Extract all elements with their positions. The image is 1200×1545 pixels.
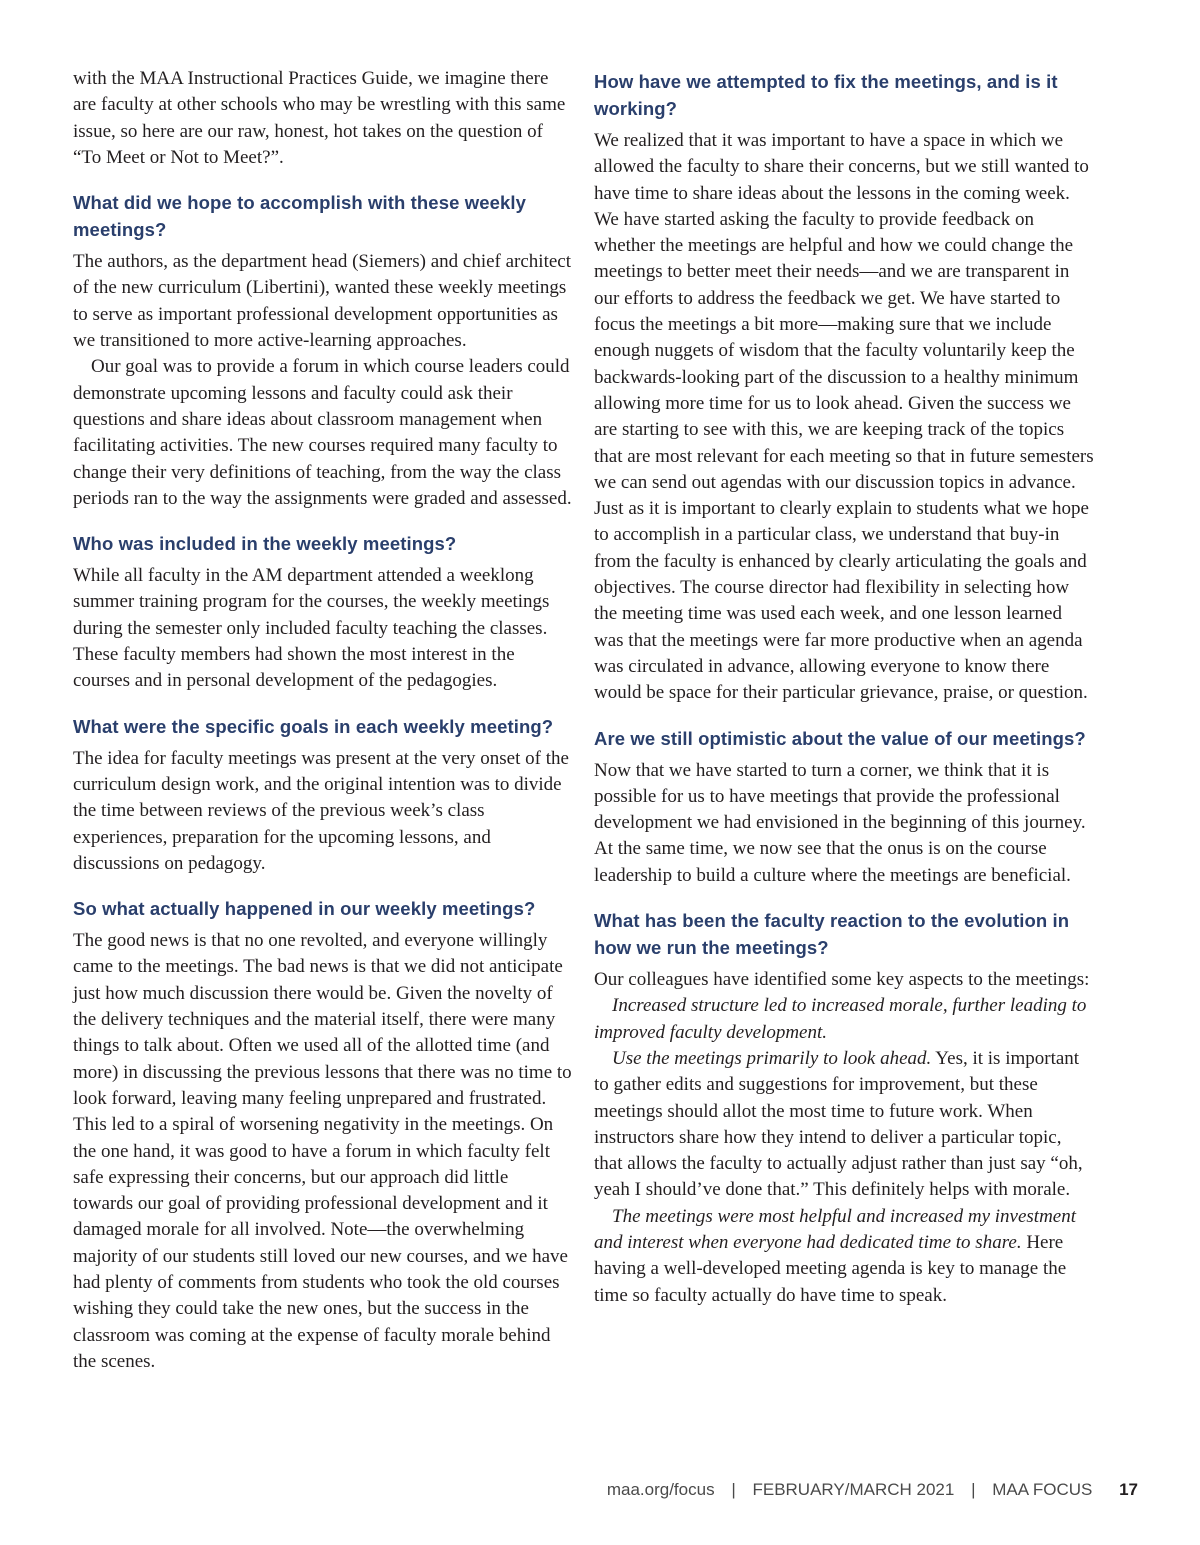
section-heading-goals: What were the specific goals in each weekly meeting?	[73, 715, 554, 737]
right-column	[594, 66, 1094, 1309]
left-column	[73, 66, 573, 1375]
body-paragraph: Now that we have started to turn a corner, we think that it is possible for us to have meetings that provide the professional development we had envisioned in the beginning of this journey. At the same time, we now see that the onus is on the course leadership to build a culture where the meetings are beneficial.	[594, 759, 1086, 886]
page-number: 17	[1119, 1480, 1138, 1499]
quote-italic: The meetings were most helpful and increased my investment and interest when everyone had dedicated time to share.	[594, 1205, 1076, 1253]
section-heading-fix: How have we attempted to fix the meetings, and is it working?	[594, 71, 1058, 119]
section-heading-accomplish: What did we hope to accomplish with these weekly meetings?	[73, 192, 526, 241]
footer-issue: FEBRUARY/MARCH 2021	[752, 1480, 955, 1499]
body-paragraph: Our goal was to provide a forum in which course leaders could demonstrate upcoming lessons and faculty could ask their questions and share ideas about classroom management when facilitating activities. The new courses required many faculty to change their very definitions of teaching, from the way the class periods ran to the way the assignments were graded and assessed.	[73, 356, 572, 509]
footer-url[interactable]: maa.org/focus	[606, 1480, 715, 1499]
quote-paragraph	[594, 993, 1094, 1046]
section-heading-optimistic: Are we still optimistic about the value of our meetings?	[594, 727, 1086, 749]
section-heading-included: Who was included in the weekly meetings?	[73, 533, 457, 555]
body-paragraph: The idea for faculty meetings was present at the very onset of the curriculum design work, and the original intention was to divide the time between reviews of the previous week’s class experiences, preparation for the upcoming lessons, and discussions on pedagogy.	[73, 747, 569, 874]
footer-publication: MAA FOCUS	[992, 1480, 1093, 1499]
section-heading-reaction: What has been the faculty reaction to the evolution in how we run the meetings?	[594, 910, 1070, 959]
intro-paragraph: with the MAA Instructional Practices Guide, we imagine there are faculty at other schools who may be wrestling with this same issue, so here are our raw, honest, hot takes on the question of “To Meet or Not to Meet?”.	[73, 68, 566, 168]
section-reaction	[594, 967, 1094, 1309]
quote-paragraph	[594, 1046, 1094, 1204]
footer-separator: |	[971, 1480, 976, 1499]
section-included	[73, 563, 573, 694]
body-paragraph: We realized that it was important to have a space in which we allowed the faculty to share their concerns, but we still wanted to have time to share ideas about the lessons in the coming week. We have started asking the faculty to provide feedback on whether the meetings are helpful and how we could change the meetings to better meet their needs—and we are transparent in our efforts to address the feedback we get. We have started to focus the meetings a bit more—making sure that we include enough nuggets of wisdom that the faculty voluntarily keep the backwards-looking part of the discussion to a healthy minimum allowing more time for us to look ahead. Given the success we are starting to see with this, we are keeping track of the topics that are most relevant for each meeting so that in future semesters we can send out agendas with our discussion topics in advance. Just as it is important to clearly explain to students what we hope to accomplish in a particular class, we understand that buy-in from the faculty is enhanced by clearly articulating the goals and objectives. The course director had flexibility in selecting how the meeting time was used each week, and one lesson learned was that the meetings were far more productive when an agenda was circulated in advance, allowing everyone to know there would be space for their particular grievance, praise, or question.	[594, 130, 1094, 704]
quote-italic: Increased structure led to increased morale, further leading to improved faculty development.	[594, 995, 1087, 1043]
quote-italic: Use the meetings primarily to look ahead.	[612, 1047, 932, 1069]
section-goals	[73, 746, 573, 877]
body-paragraph: The authors, as the department head (Siemers) and chief architect of the new curriculum (Libertini), wanted these weekly meetings to serve as important professional development opportunities as we transitioned to more active-learning approaches.	[73, 251, 572, 352]
section-fix	[594, 128, 1094, 707]
section-heading-what-happened: So what actually happened in our weekly meetings?	[73, 898, 536, 920]
quote-comment: Here having a well-developed meeting agenda is key to manage the time so faculty actually do have time to speak.	[594, 1231, 1067, 1306]
body-paragraph: Our colleagues have identified some key aspects to the meetings:	[594, 969, 1090, 991]
section-optimistic	[594, 758, 1094, 889]
quote-comment: Yes, it is important to gather edits and suggestions for improvement, but these meetings should allot the most time to future work. When instructors share how they intend to deliver a particular topic, that allows the faculty to actually adjust rather than just say “oh, yeah I should’ve done that.” This definitely helps with morale.	[594, 1047, 1083, 1201]
page-footer	[601, 1480, 1144, 1500]
body-paragraph: While all faculty in the AM department attended a weeklong summer training program for the courses, the weekly meetings during the semester only included faculty teaching the classes. These faculty members had shown the most interest in the courses and in personal development of the pedagogies.	[73, 565, 550, 692]
section-what-happened	[73, 928, 573, 1375]
footer-separator: |	[731, 1480, 736, 1499]
section-accomplish	[73, 249, 573, 512]
body-paragraph: The good news is that no one revolted, and everyone willingly came to the meetings. The bad news is that we did not anticipate just how much discussion there would be. Given the novelty of the delivery techniques and the material itself, there were many things to talk about. Often we used all of the allotted time (and more) in discussing the previous lessons that there was no time to look forward, leaving many feeling unprepared and frustrated. This led to a spiral of worsening negativity in the meetings. On the one hand, it was good to have a forum in which faculty felt safe expressing their concerns, but our approach did little towards our goal of providing professional development and it damaged morale for all involved. Note—the overwhelming majority of our students still loved our new courses, and we have had plenty of comments from students who took the old courses wishing they could take the new ones, but the success in the classroom was coming at the expense of faculty morale behind the scenes.	[73, 930, 572, 1372]
quote-paragraph	[594, 1204, 1094, 1309]
